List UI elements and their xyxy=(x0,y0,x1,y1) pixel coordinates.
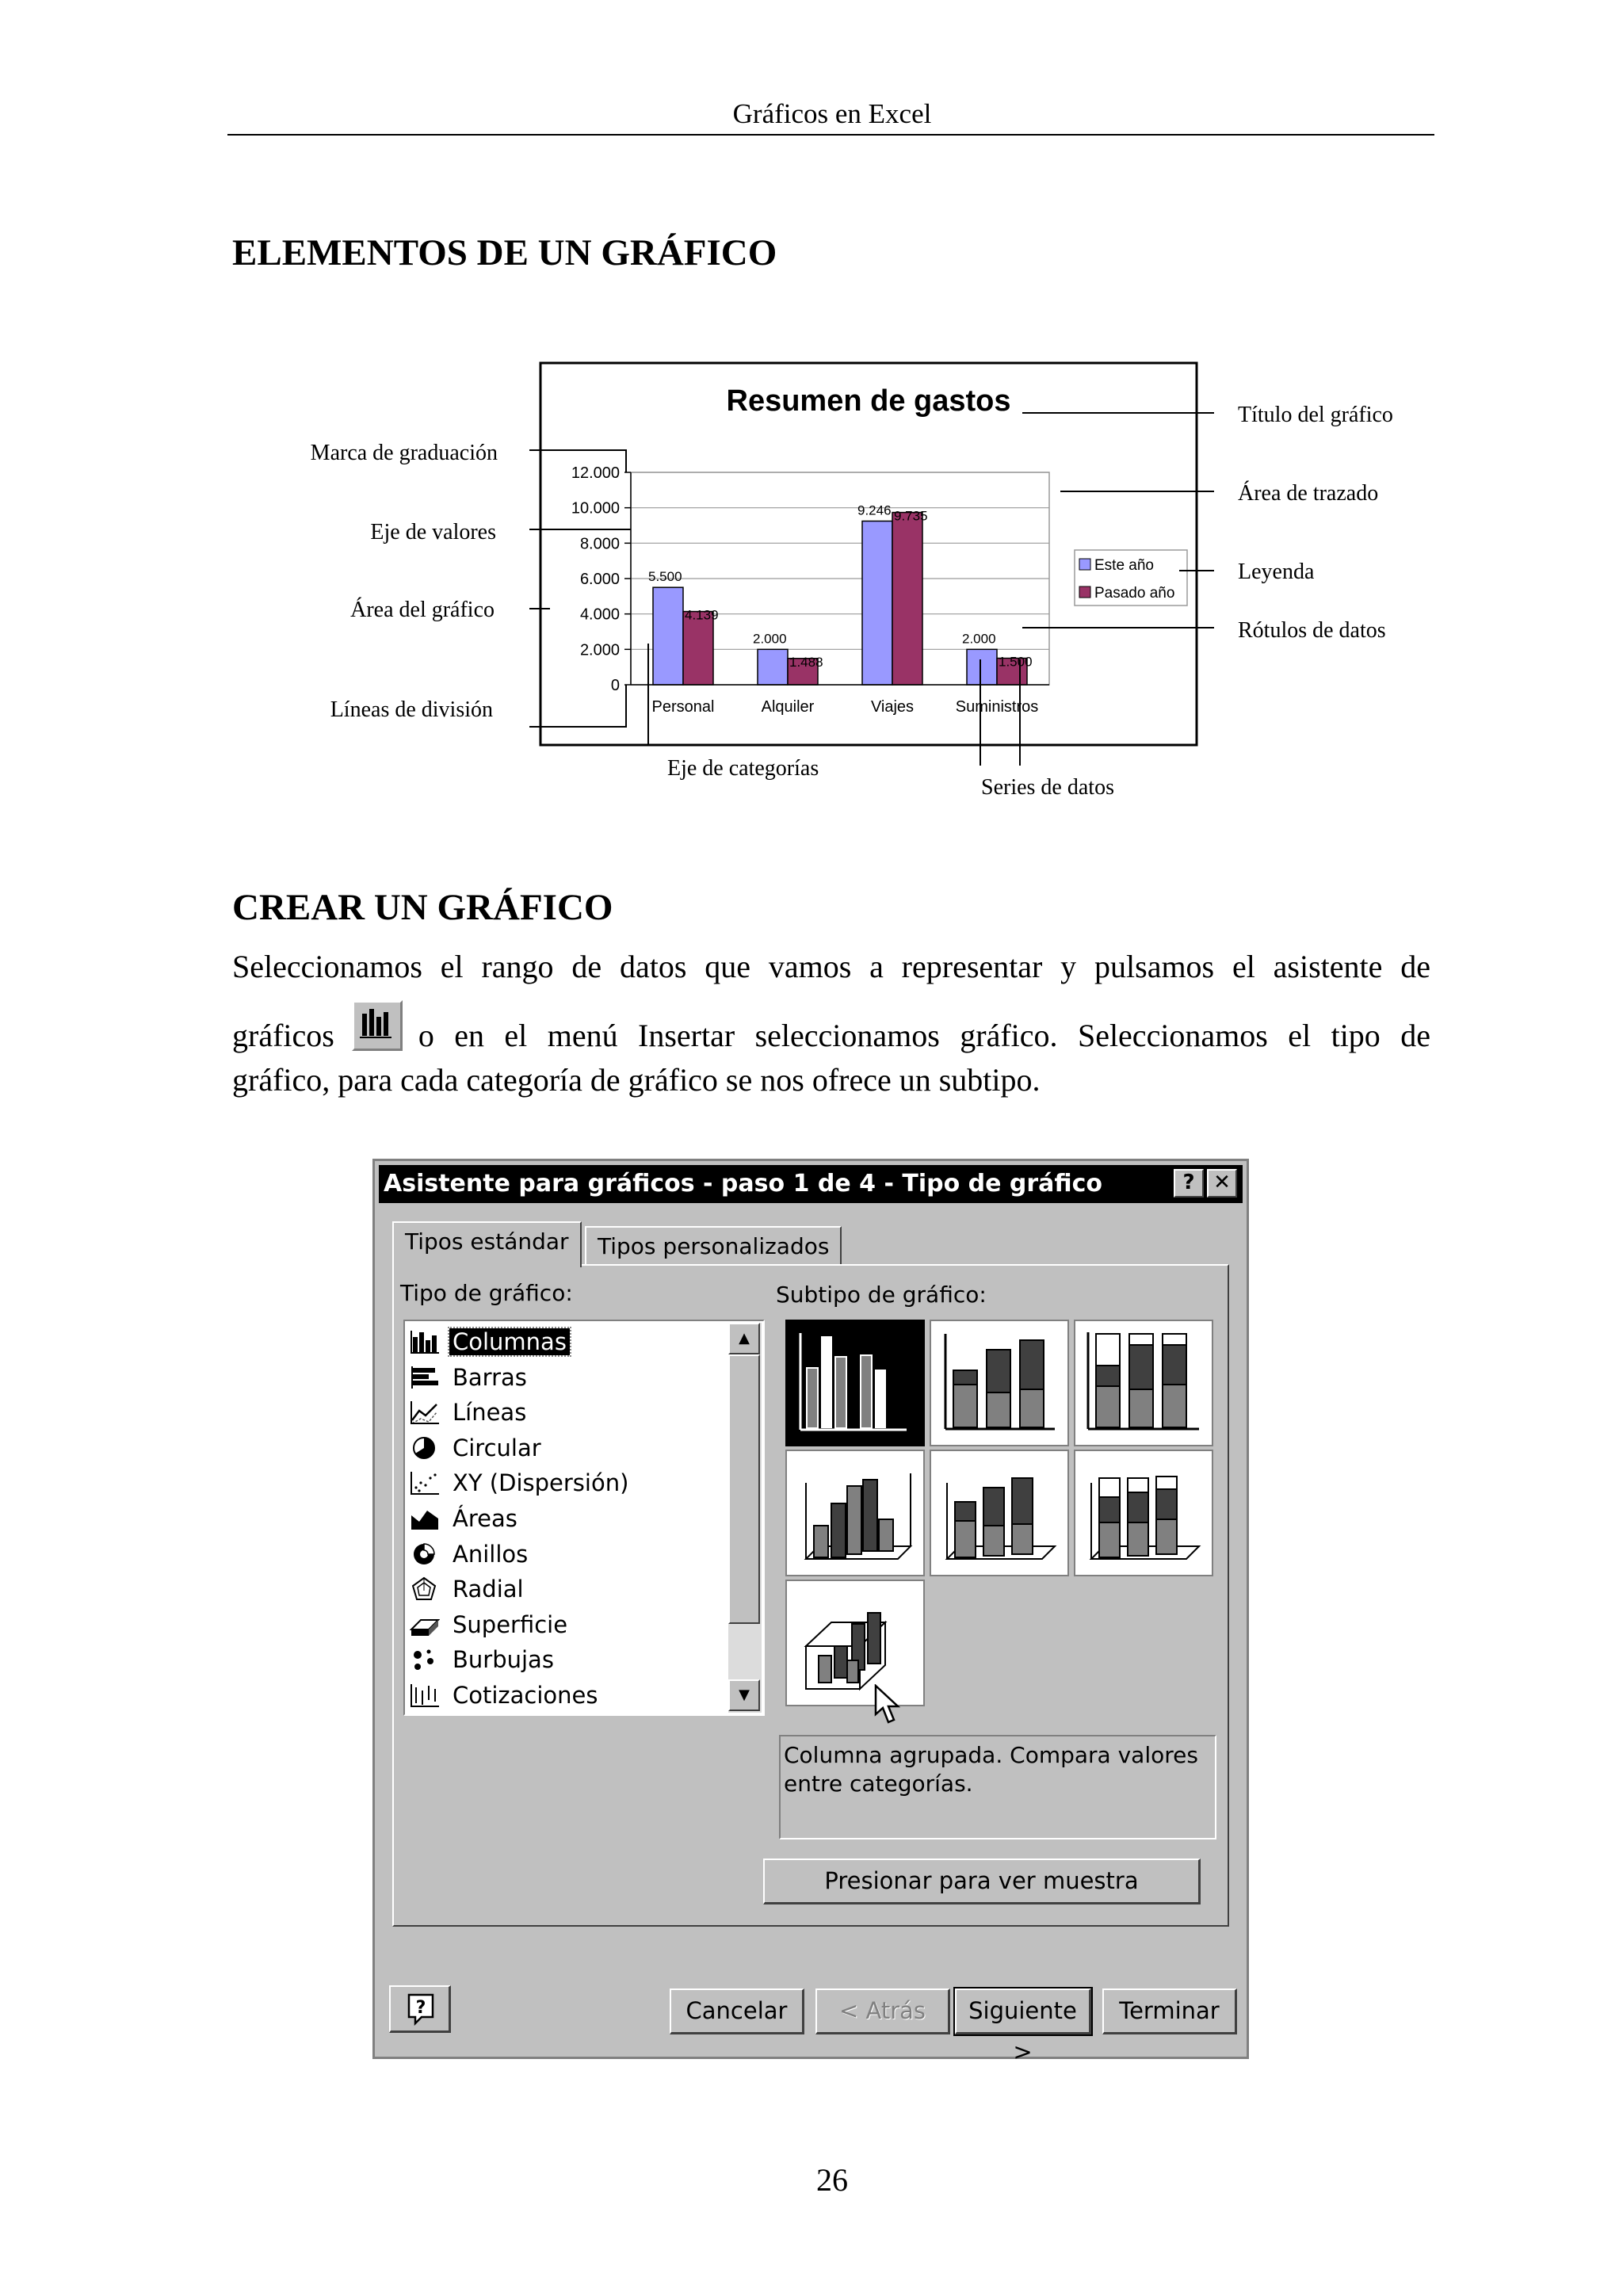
y-tick-label: 2.000 xyxy=(579,641,620,659)
chart-type-item[interactable] xyxy=(410,1431,544,1465)
page-number: 26 xyxy=(816,2162,848,2198)
legend-label-este-ano: Este año xyxy=(1094,557,1154,574)
subtype-100-stacked-column-3d[interactable] xyxy=(1074,1450,1213,1576)
subtype-clustered-column[interactable] xyxy=(785,1320,925,1446)
annotation-tick-marks: Marca de graduación xyxy=(310,441,498,465)
chart-wizard-icon xyxy=(352,1000,403,1051)
paragraph-line-3: gráfico, para cada categoría de gráfico se nos ofrece un subtipo. xyxy=(232,1062,1041,1098)
paragraph-line-1: Seleccionamos el rango de datos que vamos a representar y pulsamos el asistente de xyxy=(232,949,1430,984)
subtype-clustered-column-3d[interactable] xyxy=(785,1450,925,1576)
annotation-gridlines: Líneas de división xyxy=(330,697,493,722)
legend-label-pasado-ano: Pasado año xyxy=(1094,585,1175,602)
stacked-column-3d-icon xyxy=(931,1451,1067,1575)
scroll-thumb[interactable] xyxy=(728,1354,760,1624)
back-button-label: < Atrás xyxy=(838,1997,926,2024)
annotation-value-axis: Eje de valores xyxy=(370,520,496,544)
cancel-button-label: Cancelar xyxy=(685,1997,788,2024)
paragraph-line-2-end: o en el menú Insertar seleccionamos gráfico. Seleccionamos el tipo de xyxy=(418,1018,1430,1053)
data-label: 1.488 xyxy=(789,654,823,670)
annotation-category-axis: Eje de categorías xyxy=(667,756,819,781)
chart-type-list[interactable] xyxy=(403,1320,765,1716)
chart-type-label: Radial xyxy=(453,1576,524,1603)
percent-stacked-column-icon xyxy=(1075,1321,1212,1445)
data-label: 9.735 xyxy=(894,508,928,524)
chart-type-label: Cotizaciones xyxy=(453,1682,598,1709)
help-title-button[interactable]: ? xyxy=(1174,1169,1204,1198)
chart-type-label: Superficie xyxy=(453,1610,568,1638)
data-label: 4.139 xyxy=(685,607,719,623)
data-label: 9.246 xyxy=(857,502,892,518)
bar-este-ano xyxy=(758,649,788,685)
chart-type-label: XY (Dispersión) xyxy=(453,1469,629,1497)
stacked-column-icon xyxy=(931,1321,1067,1445)
bar-pasado-ano xyxy=(892,513,922,685)
y-tick-label: 6.000 xyxy=(579,571,620,588)
next-button-label: Siguiente > xyxy=(968,1997,1077,2065)
body-paragraph xyxy=(232,945,1430,1102)
finish-button[interactable] xyxy=(1102,1988,1237,2034)
category-label: Suministros xyxy=(955,698,1039,716)
doughnut-chart-icon xyxy=(410,1541,440,1567)
y-tick-label: 8.000 xyxy=(579,535,620,553)
data-label: 2.000 xyxy=(753,631,787,647)
cancel-button[interactable] xyxy=(670,1988,804,2034)
dialog-title-bar xyxy=(379,1165,1243,1203)
running-header: Gráficos en Excel xyxy=(732,98,932,129)
tab-standard-types[interactable] xyxy=(392,1221,582,1267)
chart-diagram xyxy=(0,0,1623,872)
back-button[interactable] xyxy=(815,1988,950,2034)
subtype-stacked-column-3d[interactable] xyxy=(930,1450,1069,1576)
legend-swatch-pasado-ano xyxy=(1079,586,1090,598)
subtype-stacked-column[interactable] xyxy=(930,1320,1069,1446)
office-assistant-button[interactable] xyxy=(389,1985,451,2033)
radar-chart-icon xyxy=(410,1576,440,1602)
annotation-data-labels: Rótulos de datos xyxy=(1238,618,1386,643)
surface-chart-icon xyxy=(410,1612,440,1637)
percent-stacked-column-3d-icon xyxy=(1075,1451,1212,1575)
chart-type-label: Burbujas xyxy=(453,1646,554,1674)
tab-custom-types[interactable] xyxy=(585,1226,842,1264)
preview-sample-button[interactable] xyxy=(763,1859,1201,1904)
chart-title: Resumen de gastos xyxy=(726,384,1011,418)
tab-custom-types-label: Tipos personalizados xyxy=(598,1233,830,1259)
chart-type-item[interactable] xyxy=(410,1572,527,1606)
mouse-pointer-icon xyxy=(873,1684,904,1729)
line-chart-icon xyxy=(410,1400,440,1425)
chart-type-label: Barras xyxy=(453,1363,527,1391)
chart-type-item[interactable] xyxy=(410,1501,521,1536)
chart-wizard-dialog xyxy=(372,1159,1249,2065)
chart-type-item[interactable] xyxy=(410,1395,529,1430)
bubble-chart-icon xyxy=(410,1647,440,1672)
chart-type-item[interactable] xyxy=(410,1360,530,1395)
chart-type-item[interactable] xyxy=(410,1537,531,1572)
column-chart-icon xyxy=(410,1329,440,1354)
y-tick-label: 0 xyxy=(610,677,620,694)
subtype-100-stacked-column[interactable] xyxy=(1074,1320,1213,1446)
paragraph-line-2-start: gráficos xyxy=(232,1018,334,1053)
scatter-chart-icon xyxy=(410,1470,440,1496)
stock-chart-icon xyxy=(410,1683,440,1708)
bar-este-ano xyxy=(862,521,892,685)
annotation-legend: Leyenda xyxy=(1238,560,1315,584)
annotation-plot-area: Área de trazado xyxy=(1238,481,1379,506)
legend xyxy=(1075,550,1187,606)
tab-standard-types-label: Tipos estándar xyxy=(405,1228,569,1255)
annotation-chart-title: Título del gráfico xyxy=(1238,403,1393,427)
y-tick-label: 12.000 xyxy=(571,464,620,482)
subtype-label: Subtipo de gráfico: xyxy=(776,1282,987,1308)
subtype-description: Columna agrupada. Compara valores entre categorías. xyxy=(779,1735,1216,1839)
annotation-chart-area: Área del gráfico xyxy=(350,598,495,622)
section-title-elements: ELEMENTOS DE UN GRÁFICO xyxy=(232,232,777,273)
chart-type-item[interactable] xyxy=(410,1324,570,1359)
data-label: 2.000 xyxy=(962,631,996,647)
clustered-column-3d-icon xyxy=(787,1451,923,1575)
close-button[interactable]: ✕ xyxy=(1207,1169,1237,1198)
bar-este-ano xyxy=(653,587,683,685)
svg-text:?: ? xyxy=(415,1998,426,2018)
dialog-title: Asistente para gráficos - paso 1 de 4 - Tipo de gráfico xyxy=(384,1170,1103,1198)
finish-button-label: Terminar xyxy=(1119,1997,1220,2024)
scroll-up-button[interactable]: ▲ xyxy=(728,1323,760,1354)
help-assistant-icon xyxy=(391,1987,449,2031)
category-label: Viajes xyxy=(870,698,915,716)
section-title-create: CREAR UN GRÁFICO xyxy=(232,887,613,928)
paragraph-line-2 xyxy=(232,1000,1430,1058)
next-button[interactable] xyxy=(955,1988,1091,2065)
category-label: Personal xyxy=(651,698,715,716)
pie-chart-icon xyxy=(410,1435,440,1461)
chart-type-scrollbar[interactable] xyxy=(728,1323,762,1713)
preview-sample-button-label: Presionar para ver muestra xyxy=(824,1867,1139,1894)
data-label: 5.500 xyxy=(648,569,682,585)
chart-type-item[interactable] xyxy=(410,1642,557,1677)
chart-type-label: Circular xyxy=(453,1434,541,1461)
bar-chart-icon xyxy=(410,1365,440,1390)
annotation-data-series: Series de datos xyxy=(981,775,1114,800)
y-tick-label: 10.000 xyxy=(571,499,620,518)
chart-type-item[interactable] xyxy=(410,1465,632,1500)
data-label: 1.500 xyxy=(999,654,1033,670)
bar-este-ano xyxy=(967,649,997,685)
clustered-column-icon xyxy=(788,1322,922,1444)
scroll-down-button[interactable]: ▼ xyxy=(728,1679,760,1711)
category-label: Alquiler xyxy=(761,698,815,716)
chart-type-label: Áreas xyxy=(453,1505,517,1532)
chart-type-label: Columnas xyxy=(449,1328,570,1355)
y-tick-label: 4.000 xyxy=(579,606,620,624)
chart-type-label: Anillos xyxy=(453,1540,529,1568)
chart-type-item[interactable] xyxy=(410,1678,601,1713)
chart-type-label: Líneas xyxy=(453,1399,527,1427)
area-chart-icon xyxy=(410,1506,440,1531)
chart-type-label: Tipo de gráfico: xyxy=(400,1280,573,1306)
chart-type-item[interactable] xyxy=(410,1607,571,1642)
legend-swatch-este-ano xyxy=(1079,559,1090,570)
